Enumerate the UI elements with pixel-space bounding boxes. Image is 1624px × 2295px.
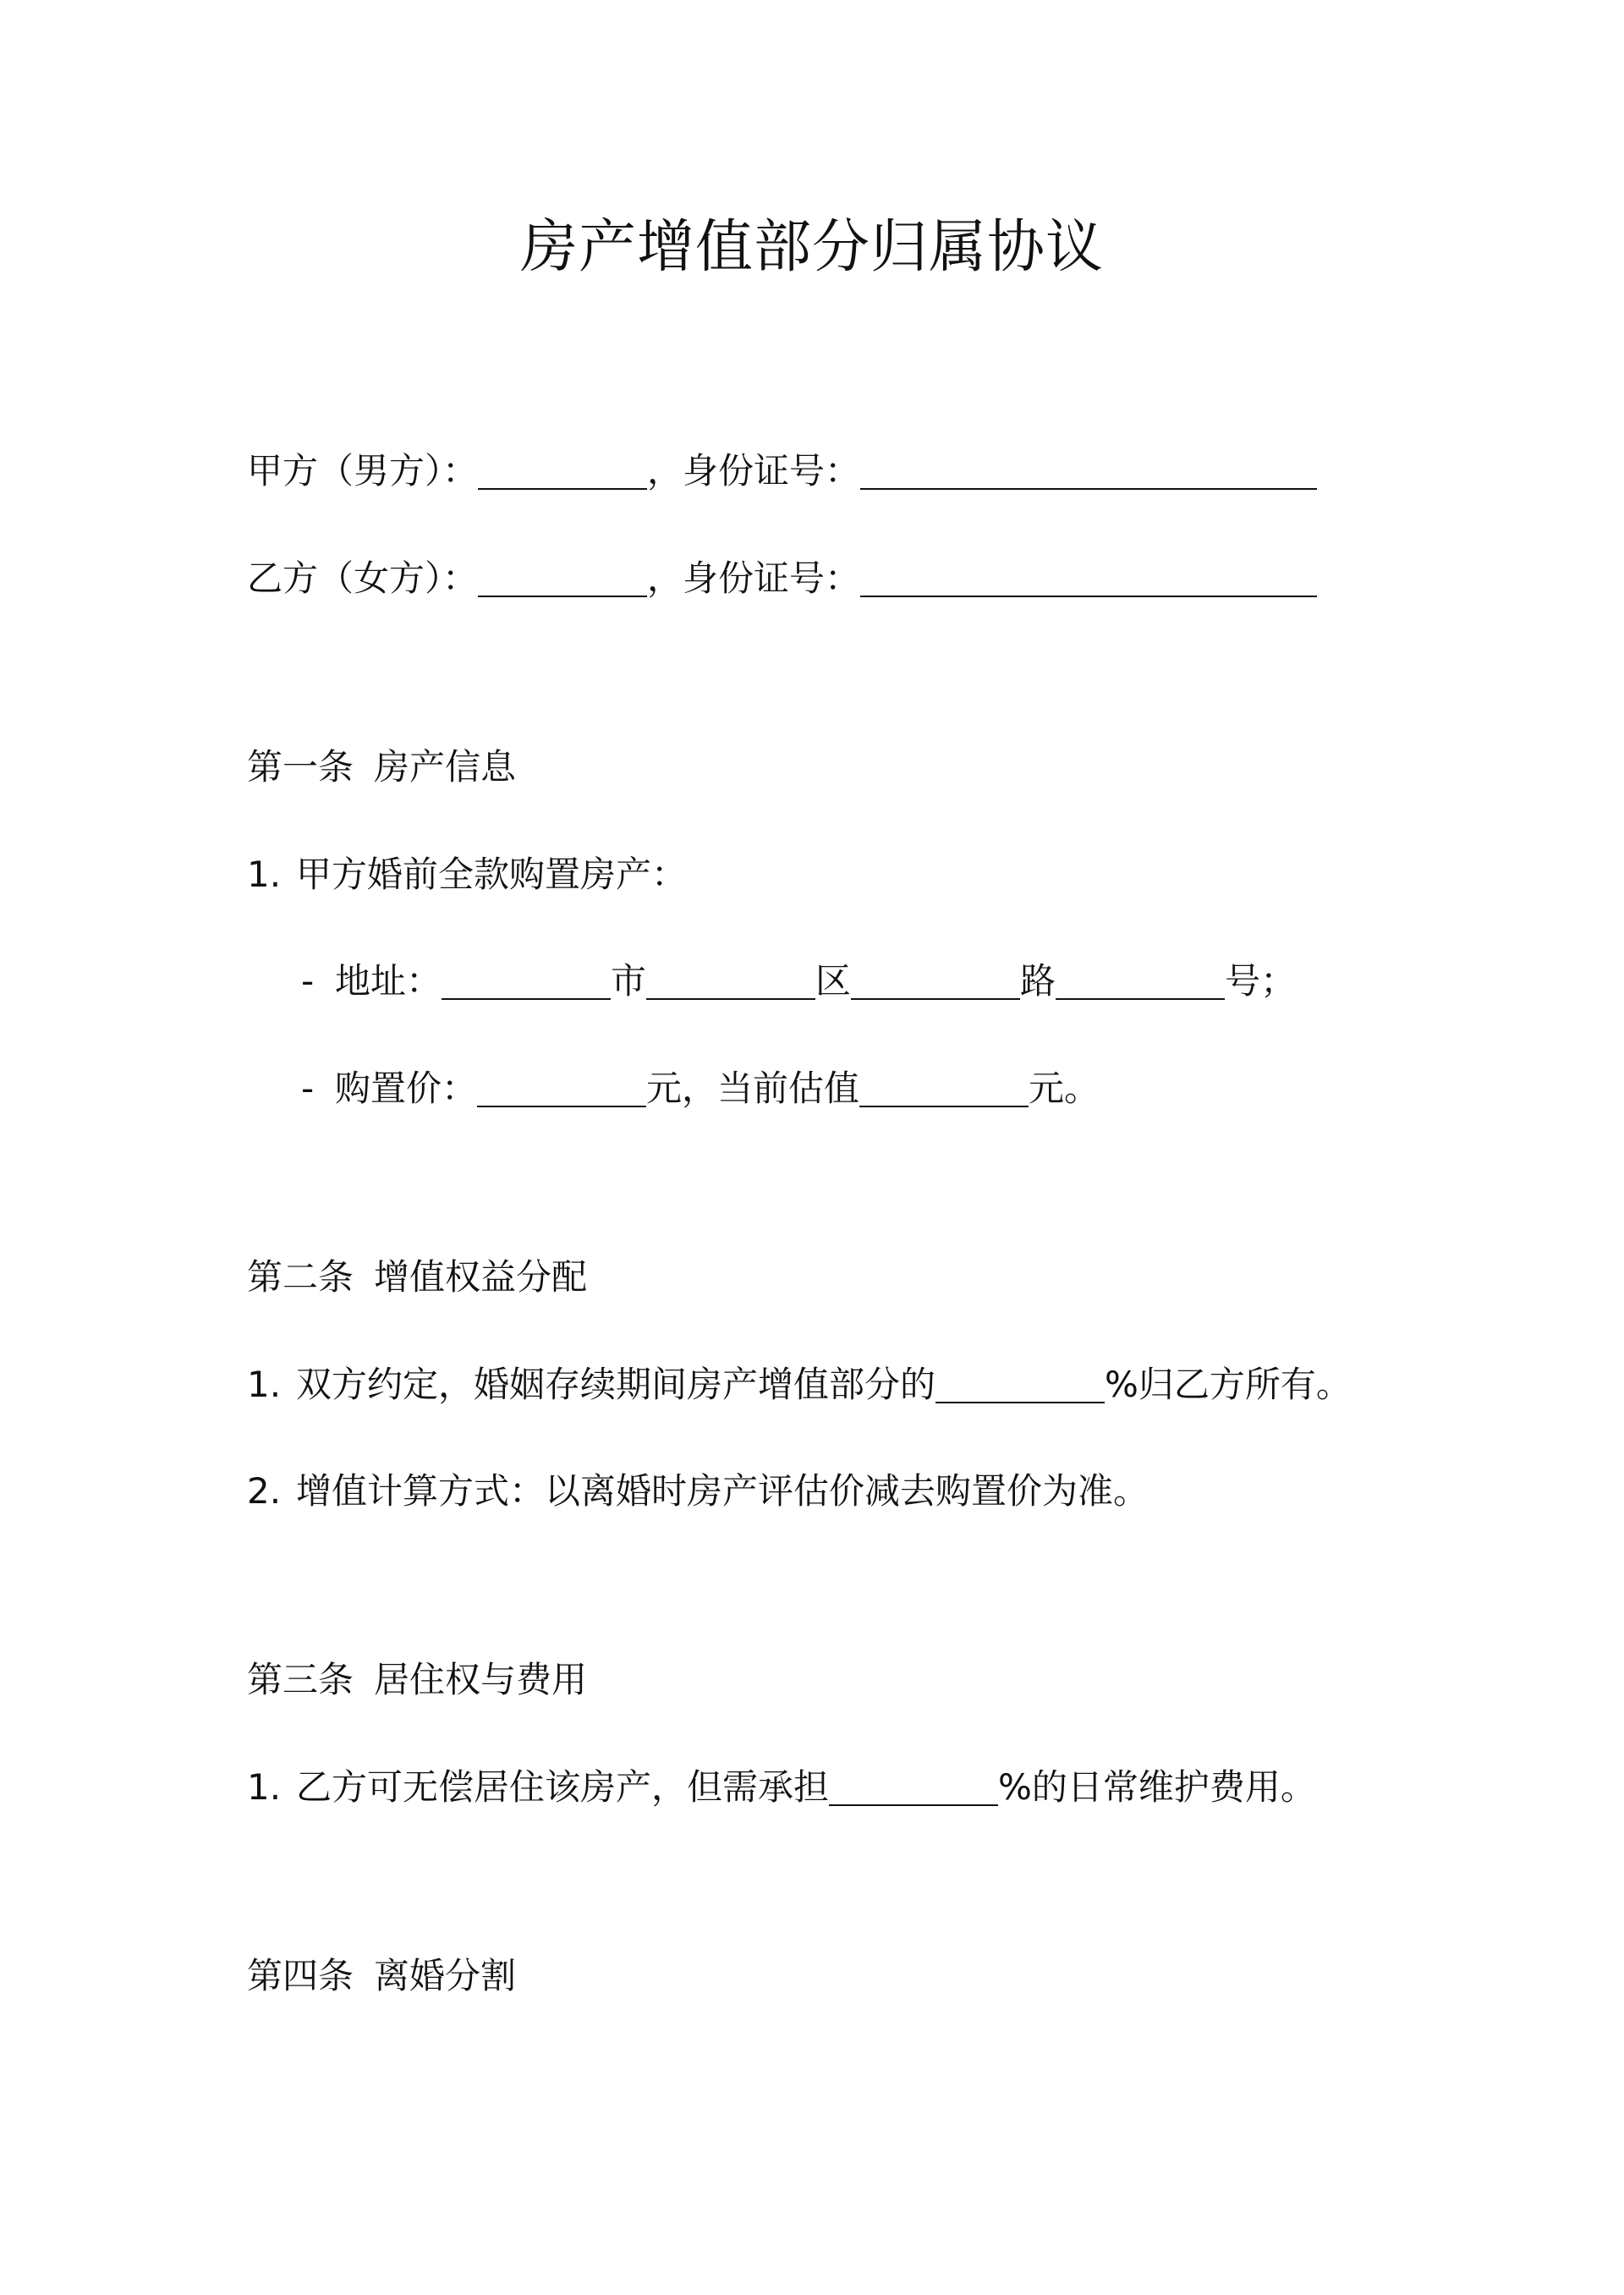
district-unit: 区	[815, 960, 852, 1002]
current-value-blank	[859, 1068, 1029, 1107]
party-a-id-label: ，身份证号：	[647, 450, 861, 491]
article-3-title: 居住权与费用	[374, 1659, 588, 1700]
article-1-item-1	[247, 849, 687, 900]
article-3-item-1	[247, 1762, 1316, 1813]
bullet-dash: -	[301, 960, 315, 1002]
article-2-item-1	[247, 1359, 1352, 1410]
bullet-dash: -	[301, 1068, 315, 1109]
district-blank	[646, 961, 815, 1000]
article-1-number: 第一条	[247, 746, 354, 788]
party-b-name-blank	[478, 558, 647, 597]
price-unit-2: 元。	[1029, 1068, 1100, 1109]
article-4-heading	[247, 1951, 516, 2001]
article-2-title: 增值权益分配	[374, 1256, 588, 1298]
party-a-id-blank	[860, 451, 1317, 490]
item-text-before: 乙方可无偿居住该房产，但需承担	[296, 1766, 830, 1808]
article-3-heading	[247, 1655, 587, 1705]
item-text: 增值计算方式：以离婚时房产评估价减去购置价为准。	[296, 1470, 1149, 1512]
appreciation-percent-blank	[935, 1364, 1105, 1403]
item-text-after: %归乙方所有。	[1105, 1364, 1352, 1405]
item-number: 2.	[247, 1470, 282, 1512]
article-4-number: 第四条	[247, 1955, 354, 1996]
article-2-item-2	[247, 1466, 1149, 1517]
party-b-label: 乙方（女方）：	[247, 557, 479, 599]
city-blank	[442, 961, 611, 1000]
item-number: 1.	[247, 1364, 282, 1405]
price-unit-1: 元，当前估值	[646, 1068, 860, 1109]
party-a-name-blank	[478, 451, 647, 490]
item-number: 1.	[247, 1766, 282, 1808]
item-text-before: 双方约定，婚姻存续期间房产增值部分的	[296, 1364, 936, 1405]
item-text: 甲方婚前全款购置房产：	[296, 854, 688, 895]
number-unit: 号；	[1225, 960, 1297, 1002]
article-2-number: 第二条	[247, 1256, 354, 1298]
item-text-after: %的日常维护费用。	[998, 1766, 1316, 1808]
road-blank	[851, 961, 1020, 1000]
maintenance-percent-blank	[829, 1767, 998, 1806]
price-line	[301, 1063, 1100, 1114]
purchase-price-blank	[477, 1068, 646, 1107]
address-line	[301, 956, 1296, 1007]
article-4-title: 离婚分割	[374, 1955, 517, 1996]
article-3-number: 第三条	[247, 1659, 354, 1700]
address-label: 地址：	[335, 960, 442, 1002]
city-unit: 市	[611, 960, 647, 1002]
document-title: 房产增值部分归属协议	[519, 214, 1104, 281]
party-b-line	[247, 553, 1317, 604]
party-b-id-blank	[860, 558, 1317, 597]
number-blank	[1056, 961, 1225, 1000]
article-1-title: 房产信息	[374, 746, 517, 788]
party-a-line	[247, 446, 1317, 497]
price-label: 购置价：	[335, 1068, 478, 1109]
article-1-heading	[247, 742, 516, 793]
road-unit: 路	[1020, 960, 1056, 1002]
item-number: 1.	[247, 854, 282, 895]
article-2-heading	[247, 1252, 587, 1303]
party-a-label: 甲方（男方）：	[247, 450, 479, 491]
party-b-id-label: ，身份证号：	[647, 557, 861, 599]
